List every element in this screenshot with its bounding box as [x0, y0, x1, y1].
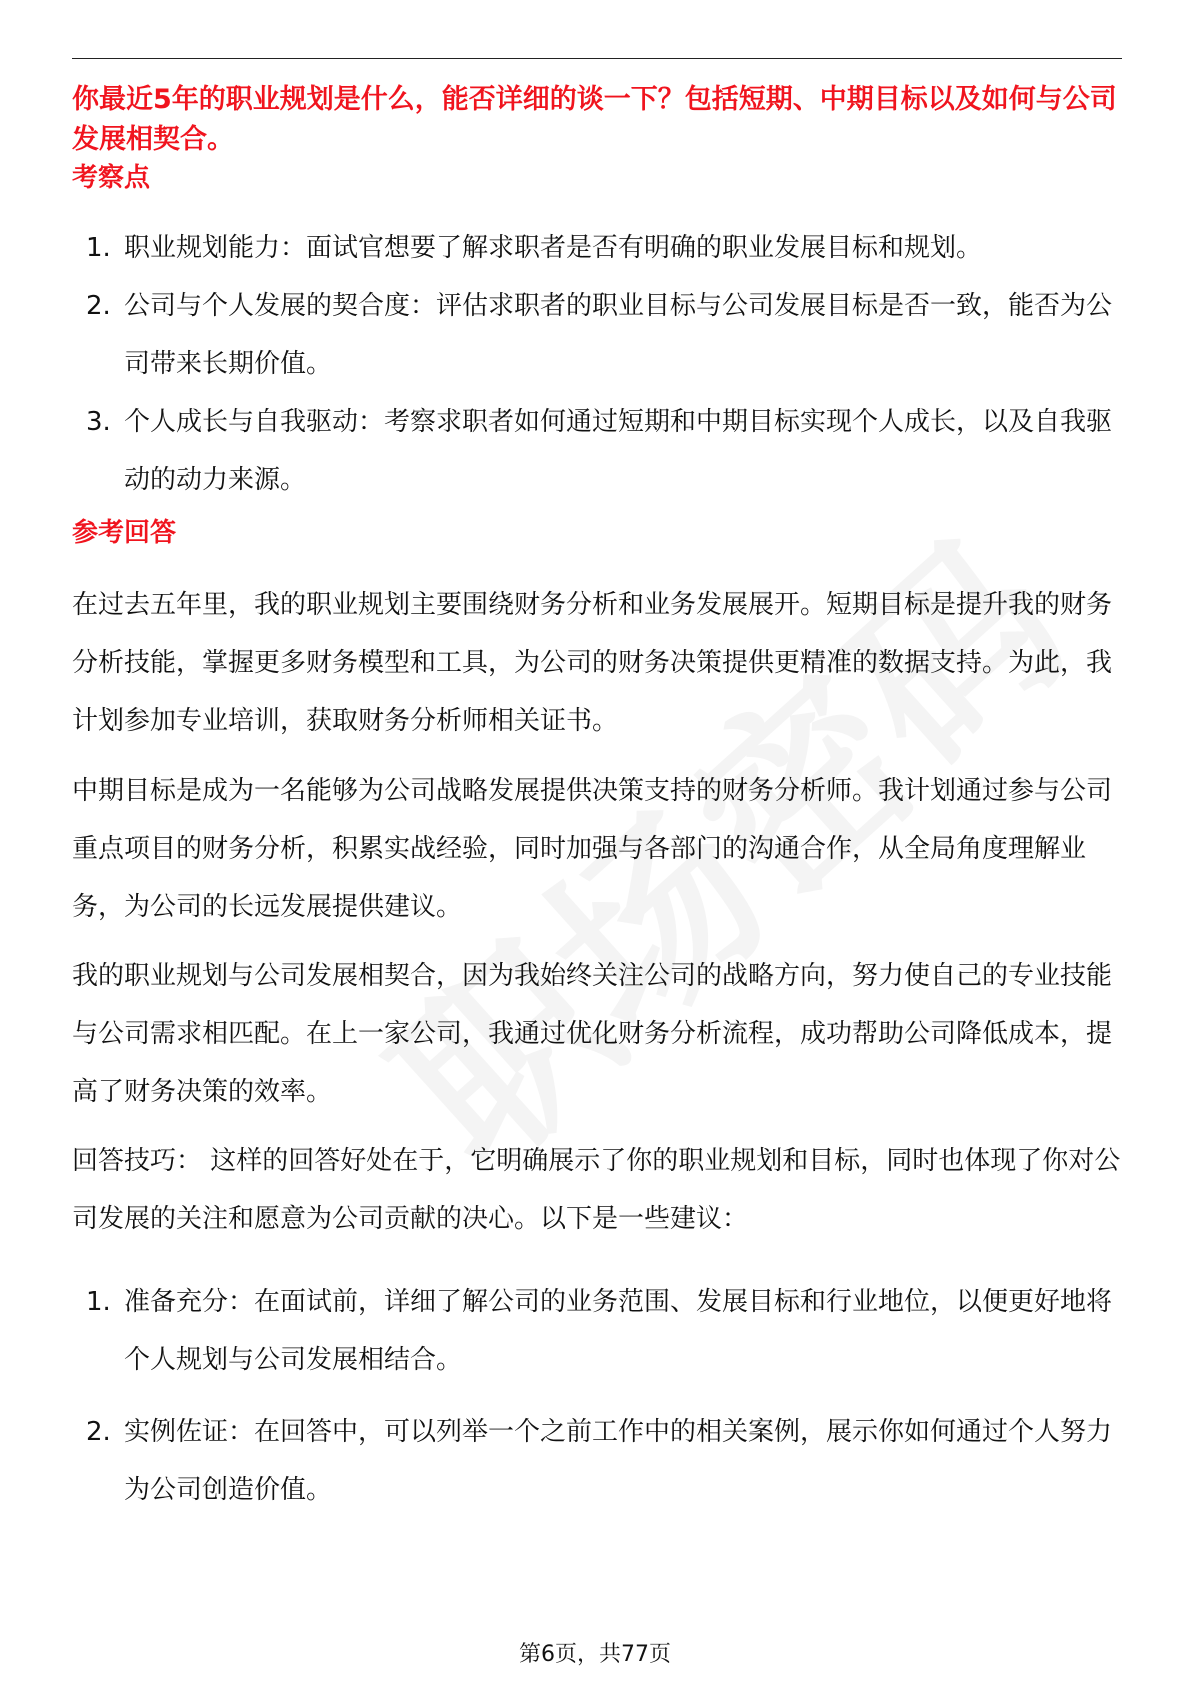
answer-paragraph-3: 我的职业规划与公司发展相契合，因为我始终关注公司的战略方向，努力使自己的专业技能与公司需求相匹配。在上一家公司，我通过优化财务分析流程，成功帮助公司降低成本，提高了财务决策的效率。	[72, 961, 1113, 1107]
list-item-text: 准备充分：在面试前，详细了解公司的业务范围、发展目标和行业地位，以便更好地将个人规划与公司发展相结合。	[124, 1287, 1113, 1375]
tips-list	[72, 1273, 1122, 1519]
list-item-text: 职业规划能力：面试官想要了解求职者是否有明确的职业发展目标和规划。	[124, 233, 983, 263]
answer-paragraph-2: 中期目标是成为一名能够为公司战略发展提供决策支持的财务分析师。我计划通过参与公司重点项目的财务分析，积累实战经验，同时加强与各部门的沟通合作，从全局角度理解业务，为公司的长远发展提供建议。	[72, 776, 1113, 922]
answer-paragraph-1: 在过去五年里，我的职业规划主要围绕财务分析和业务发展展开。短期目标是提升我的财务分析技能，掌握更多财务模型和工具，为公司的财务决策提供更精准的数据支持。为此，我计划参加专业培训，获取财务分析师相关证书。	[72, 590, 1113, 736]
list-item	[72, 219, 1122, 277]
list-number: 2.	[86, 291, 111, 321]
list-item	[72, 1403, 1122, 1519]
tips-intro: 回答技巧： 这样的回答好处在于，它明确展示了你的职业规划和目标，同时也体现了你对公司发展的关注和愿意为公司贡献的决心。以下是一些建议：	[72, 1146, 1121, 1234]
list-item	[72, 393, 1122, 509]
interview-question: 你最近5年的职业规划是什么，能否详细的谈一下？包括短期、中期目标以及如何与公司发展相契合。	[72, 84, 1117, 155]
list-item	[72, 1273, 1122, 1389]
list-number: 1.	[86, 233, 111, 263]
list-number: 2.	[86, 1417, 111, 1447]
list-number: 3.	[86, 407, 111, 437]
page-footer: 第6页，共77页	[519, 1642, 671, 1667]
section-heading-kaochadian: 考察点	[72, 163, 151, 193]
list-item-text: 实例佐证：在回答中，可以列举一个之前工作中的相关案例，展示你如何通过个人努力为公司创造价值。	[124, 1417, 1113, 1505]
top-divider	[72, 58, 1122, 59]
section-heading-reference-answer: 参考回答	[72, 518, 177, 548]
list-item-text: 个人成长与自我驱动：考察求职者如何通过短期和中期目标实现个人成长，以及自我驱动的动力来源。	[124, 407, 1113, 495]
list-number: 1.	[86, 1287, 111, 1317]
list-item	[72, 277, 1122, 393]
assessment-points-list	[72, 219, 1122, 509]
list-item-text: 公司与个人发展的契合度：评估求职者的职业目标与公司发展目标是否一致，能否为公司带来长期价值。	[124, 291, 1113, 379]
